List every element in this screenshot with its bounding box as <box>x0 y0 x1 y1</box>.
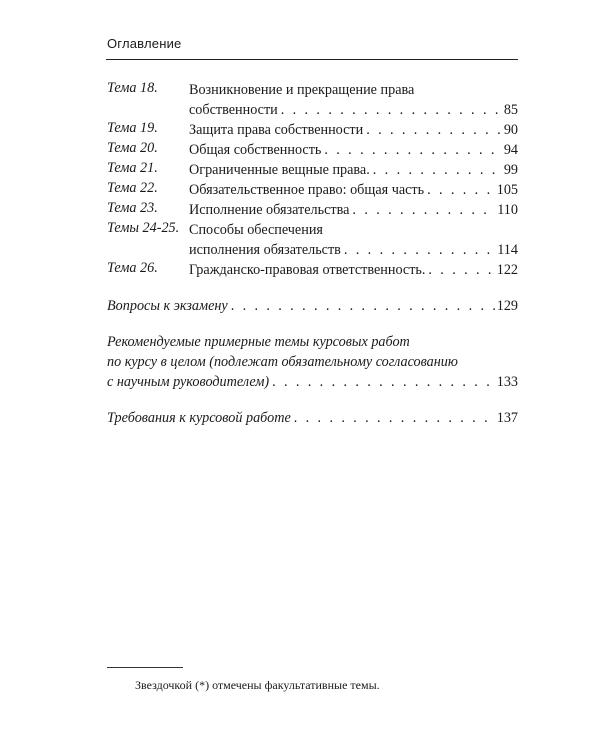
page-number: 85 <box>503 102 518 118</box>
leader-dots <box>363 120 502 140</box>
entry-text: с научным руководителем) <box>107 374 270 390</box>
toc-entry[interactable] <box>107 180 518 200</box>
toc-entry[interactable] <box>107 160 518 180</box>
entry-text: Способы обеспечения <box>189 222 323 238</box>
leader-dots <box>341 240 495 260</box>
toc-section-entry[interactable] <box>107 332 518 392</box>
entry-text: исполнения обязательств <box>189 242 341 258</box>
entry-text: Ограниченные вещные права. <box>189 162 370 178</box>
leader-dots <box>349 200 495 220</box>
table-of-contents <box>107 80 518 428</box>
toc-entry[interactable] <box>107 260 518 280</box>
page-number: 122 <box>496 262 518 278</box>
toc-entry[interactable] <box>107 220 518 260</box>
entry-text: Общая собственность <box>189 142 322 158</box>
topic-label: Тема 23. <box>107 200 158 216</box>
page-number: 133 <box>496 374 518 390</box>
leader-dots <box>228 296 495 316</box>
section-gap <box>107 316 518 332</box>
toc-entry[interactable] <box>107 140 518 160</box>
entry-text: Защита права собственности <box>189 122 364 138</box>
entry-text: по курсу в целом (подлежат обязательному согласованию <box>107 354 458 370</box>
running-header: Оглавление <box>107 36 182 51</box>
topic-label: Тема 18. <box>107 80 158 96</box>
leader-dots <box>278 100 502 120</box>
entry-text: Гражданско-правовая ответственность. <box>189 262 426 278</box>
leader-dots <box>291 408 495 428</box>
entry-text: собственности <box>189 102 278 118</box>
leader-dots <box>269 372 495 392</box>
header-rule <box>106 59 518 60</box>
toc-entry[interactable] <box>107 200 518 220</box>
entry-text: Исполнение обязательства <box>189 202 350 218</box>
entry-text: Рекомендуемые примерные темы курсовых работ <box>107 334 410 350</box>
entry-text: Вопросы к экзамену <box>107 298 228 314</box>
page-number: 94 <box>503 142 518 158</box>
page-number: 90 <box>503 122 518 138</box>
leader-dots <box>321 140 501 160</box>
page-number: 137 <box>496 410 518 426</box>
leader-dots <box>370 160 502 180</box>
topic-label: Тема 20. <box>107 140 158 156</box>
page-number: 105 <box>496 182 518 198</box>
topic-label: Тема 26. <box>107 260 158 276</box>
page-number: 114 <box>497 242 518 258</box>
footnote-rule <box>107 667 183 668</box>
topic-label: Тема 19. <box>107 120 158 136</box>
leader-dots <box>425 260 494 280</box>
entry-text: Требования к курсовой работе <box>107 410 291 426</box>
page-number: 129 <box>496 298 518 314</box>
toc-section-entry[interactable] <box>107 408 518 428</box>
topic-label: Темы 24-25. <box>107 220 180 236</box>
section-gap <box>107 280 518 296</box>
entry-text: Возникновение и прекращение права <box>189 82 415 98</box>
topic-label: Тема 22. <box>107 180 158 196</box>
page-number: 99 <box>503 162 518 178</box>
toc-entry[interactable] <box>107 80 518 120</box>
toc-section-entry[interactable] <box>107 296 518 316</box>
page-number: 110 <box>497 202 518 218</box>
footnote: Звездочкой (*) отмечены факультативные темы. <box>135 678 380 692</box>
leader-dots <box>424 180 495 200</box>
toc-entry[interactable] <box>107 120 518 140</box>
entry-text: Обязательственное право: общая часть <box>189 182 425 198</box>
topic-label: Тема 21. <box>107 160 158 176</box>
section-gap <box>107 392 518 408</box>
